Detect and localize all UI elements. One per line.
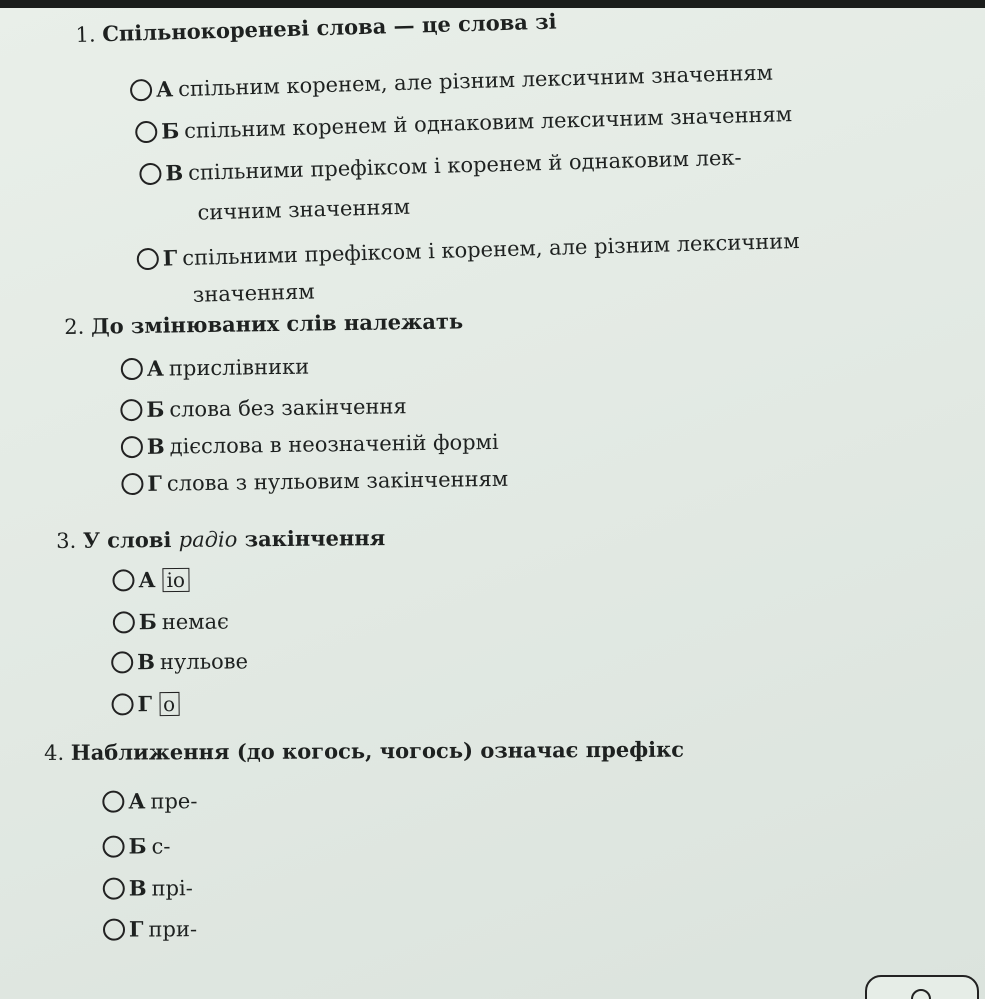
q1-option-d-continued: значенням	[192, 279, 315, 307]
question-text-end: закінчення	[237, 525, 386, 552]
radio-circle-icon[interactable]	[111, 651, 133, 673]
question-4	[44, 732, 805, 966]
question-3-title	[56, 525, 385, 553]
boxed-morpheme: іо	[162, 568, 189, 592]
radio-circle-icon[interactable]	[113, 611, 135, 633]
question-text: Наближення (до когось, чогось) означає префікс	[70, 736, 685, 765]
q1-option-c[interactable]: В спільними префіксом і коренем й однаковим лек-	[139, 144, 742, 186]
radio-circle-icon[interactable]	[103, 836, 125, 858]
q3-option-a[interactable]: А іо	[112, 567, 189, 593]
boxed-morpheme: о	[159, 692, 179, 716]
radio-circle-icon[interactable]	[135, 121, 158, 144]
q4-option-c[interactable]: В прі-	[103, 875, 193, 900]
q2-option-c[interactable]: В дієслова в неозначеній формі	[121, 429, 499, 459]
q2-option-d[interactable]: Г слова з нульовим закінченням	[121, 466, 508, 496]
radio-circle-icon[interactable]	[103, 919, 125, 941]
radio-circle-icon[interactable]	[120, 399, 142, 421]
question-4-title	[44, 737, 684, 765]
q1-option-a[interactable]: А спільним коренем, але різним лексичним значенням	[130, 60, 774, 103]
q4-option-d[interactable]: Г при-	[103, 916, 197, 941]
q3-option-c[interactable]: В нульове	[111, 648, 248, 674]
q3-option-b[interactable]: Б немає	[113, 608, 229, 634]
radio-circle-icon[interactable]	[112, 569, 134, 591]
question-2-title	[64, 308, 463, 339]
q4-option-a[interactable]: А пре-	[102, 788, 197, 813]
question-highlighted-word: радіо	[178, 527, 238, 552]
q1-option-d[interactable]: Г спільними префіксом і коренем, але різним лексичним	[136, 228, 799, 271]
question-number: 2.	[64, 314, 85, 339]
question-3	[56, 521, 458, 724]
q2-option-a[interactable]: А прислівники	[121, 354, 310, 382]
question-2	[64, 302, 667, 500]
question-text: Спільнокореневі слова — це слова зі	[101, 8, 557, 47]
page-tab-decoration	[865, 975, 979, 999]
question-text: До змінюваних слів належать	[90, 308, 464, 339]
q1-option-c-continued: сичним значенням	[197, 194, 411, 225]
q4-option-b[interactable]: Б с-	[103, 833, 171, 858]
question-number: 4.	[44, 740, 65, 765]
radio-circle-icon[interactable]	[102, 791, 124, 813]
q3-option-d[interactable]: Г о	[111, 691, 179, 717]
question-number: 3.	[56, 528, 77, 553]
radio-circle-icon[interactable]	[121, 473, 143, 495]
question-1-title	[75, 9, 557, 47]
radio-circle-icon[interactable]	[111, 693, 133, 715]
q2-option-b[interactable]: Б слова без закінчення	[120, 393, 407, 422]
question-number: 1.	[75, 22, 96, 47]
q1-option-b[interactable]: Б спільним коренем й однаковим лексичним значенням	[135, 101, 792, 144]
ring-icon	[911, 989, 931, 999]
question-1	[75, 0, 962, 307]
radio-circle-icon[interactable]	[121, 358, 143, 380]
radio-circle-icon[interactable]	[121, 436, 143, 458]
radio-circle-icon[interactable]	[103, 878, 125, 900]
radio-circle-icon[interactable]	[137, 248, 160, 271]
radio-circle-icon[interactable]	[130, 79, 153, 102]
radio-circle-icon[interactable]	[139, 163, 162, 186]
question-text-start: У слові	[82, 526, 179, 553]
